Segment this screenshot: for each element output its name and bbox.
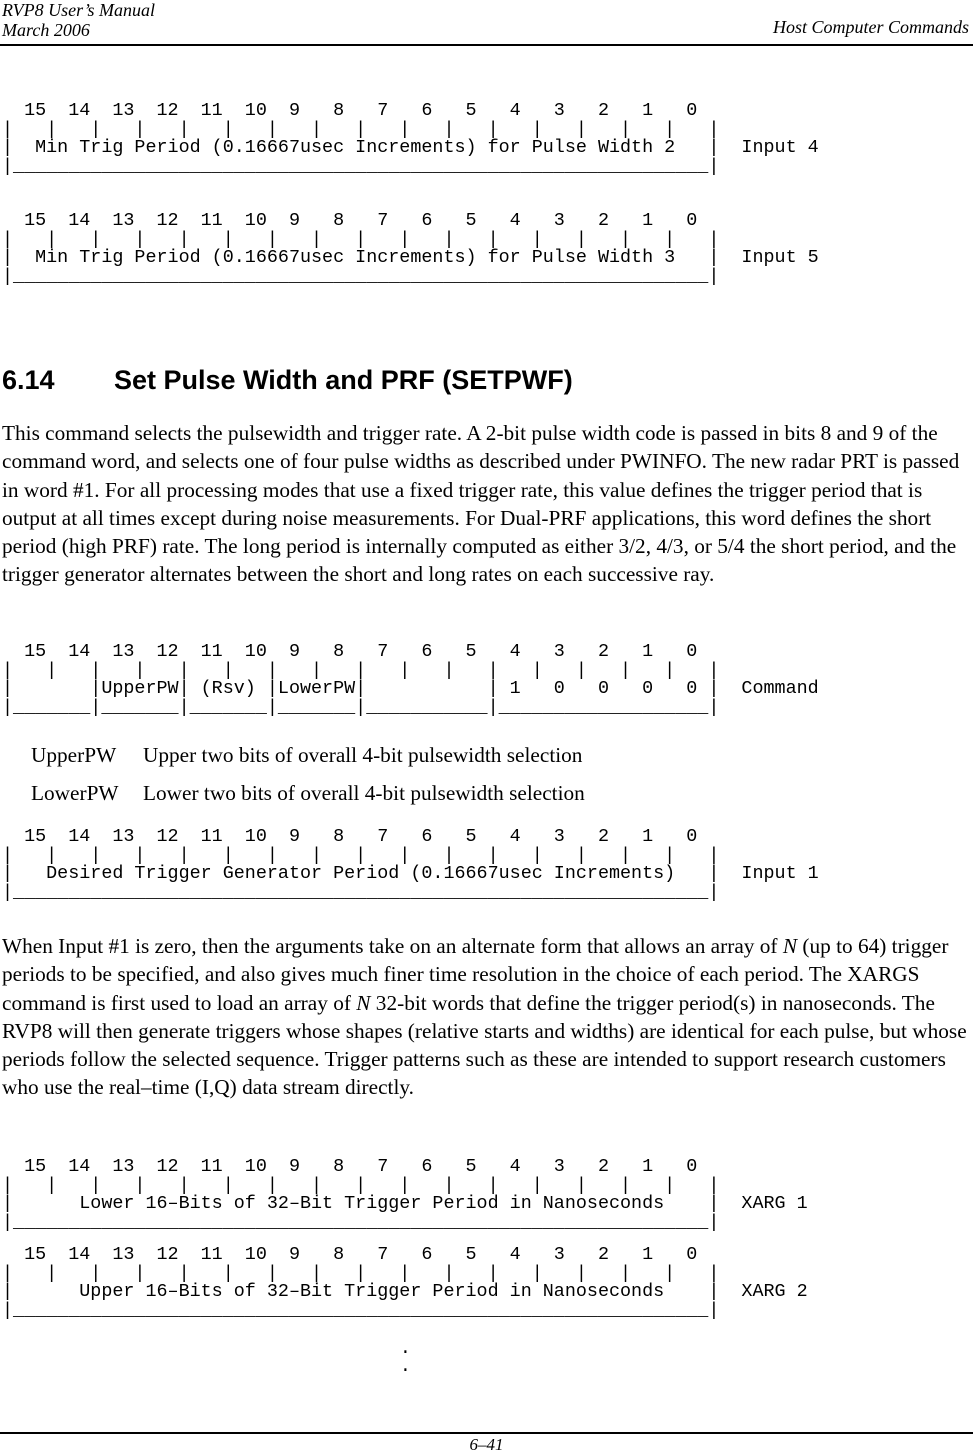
paragraph-text: (up to 64) trigger periods to be specified, and also gives much finer time resolution in the choice of each period. The XARGS command is first used to load an array of: [2, 934, 949, 1015]
page-header: [0, 0, 973, 46]
section-heading: [2, 364, 573, 396]
footer-rule: [0, 1432, 973, 1434]
page-number: 6–41: [469, 1435, 504, 1454]
manual-title: RVP8 User’s Manual: [2, 0, 155, 20]
section-number: 6.14: [2, 365, 55, 395]
register-diagram-xarg-1: 15 14 13 12 11 10 9 8 7 6 5 4 3 2 1 0 | | | | | | | | | | | | | | | | | | Lower 16–Bits of 32–Bit Trigger Period in Nanoseconds | XARG 1 |_______________________________________________________________|: [2, 1156, 808, 1233]
definition-text: Lower two bits of overall 4-bit pulsewidth selection: [143, 781, 585, 805]
variable-n: N: [782, 934, 798, 958]
chapter-title: Host Computer Commands: [772, 17, 969, 37]
manual-date: March 2006: [2, 20, 90, 40]
definition-term: UpperPW: [31, 743, 117, 767]
register-diagram-command: 15 14 13 12 11 10 9 8 7 6 5 4 3 2 1 0 | | | | | | | | | | | | | | | | | | |UpperPW| (Rsv) |LowerPW| | 1 0 0 0 0 | Command |_______|_______|_______|_______|___________|___________________|: [2, 641, 819, 718]
definition-text: Upper two bits of overall 4-bit pulsewidth selection: [143, 743, 583, 767]
definition-term: LowerPW: [31, 781, 119, 805]
body-paragraph-1: This command selects the pulsewidth and trigger rate. A 2-bit pulse width code is passed in bits 8 and 9 of the command word, and selects one of four pulse widths as described under PWINFO. The new radar PRT is passed in word #1. For all processing modes that use a fixed trigger rate, this value defines the trigger period that is output at all times except during noise measurements. For Dual-PRF applications, this word defines the short period (high PRF) rate. The long period is internally computed as either 3/2, 4/3, or 5/4 the short period, and the trigger generator alternates between the short and long rates on each successive ray.: [2, 421, 960, 587]
body-paragraph-2: [2, 932, 970, 1102]
header-left: [2, 0, 155, 40]
section-title: Set Pulse Width and PRF (SETPWF): [114, 365, 573, 395]
paragraph-text: When Input #1 is zero, then the arguments take on an alternate form that allows an array of: [2, 934, 783, 958]
register-diagram-input-4: 15 14 13 12 11 10 9 8 7 6 5 4 3 2 1 0 | | | | | | | | | | | | | | | | | | Min Trig Period (0.16667usec Increments) for Pulse Width 2 | Input 4 |_______________________________________________________________|: [2, 100, 819, 177]
continuation-dot: .: [400, 1339, 411, 1359]
register-diagram-input-1: 15 14 13 12 11 10 9 8 7 6 5 4 3 2 1 0 | | | | | | | | | | | | | | | | | | Desired Trigger Generator Period (0.16667usec Increments) | Input 1 |_______________________________________________________________|: [2, 826, 819, 903]
register-diagram-xarg-2: 15 14 13 12 11 10 9 8 7 6 5 4 3 2 1 0 | | | | | | | | | | | | | | | | | | Upper 16–Bits of 32–Bit Trigger Period in Nanoseconds | XARG 2 |_______________________________________________________________|: [2, 1244, 808, 1321]
definition-upperpw: [31, 741, 582, 769]
continuation-dot: .: [400, 1357, 411, 1377]
register-diagram-input-5: 15 14 13 12 11 10 9 8 7 6 5 4 3 2 1 0 | | | | | | | | | | | | | | | | | | Min Trig Period (0.16667usec Increments) for Pulse Width 3 | Input 5 |_______________________________________________________________|: [2, 210, 819, 287]
variable-n: N: [356, 990, 371, 1015]
definition-lowerpw: [31, 779, 585, 807]
paragraph-text: 32-bit words that define the trigger period(s) in nanoseconds. The RVP8 will then generate triggers whose shapes (relative starts and widths) are identical for each pulse, but whose periods follow the selected sequence. Trigger patterns such as these are intended to support research customers who use the real–time (I,Q) data stream directly.: [2, 990, 967, 1100]
